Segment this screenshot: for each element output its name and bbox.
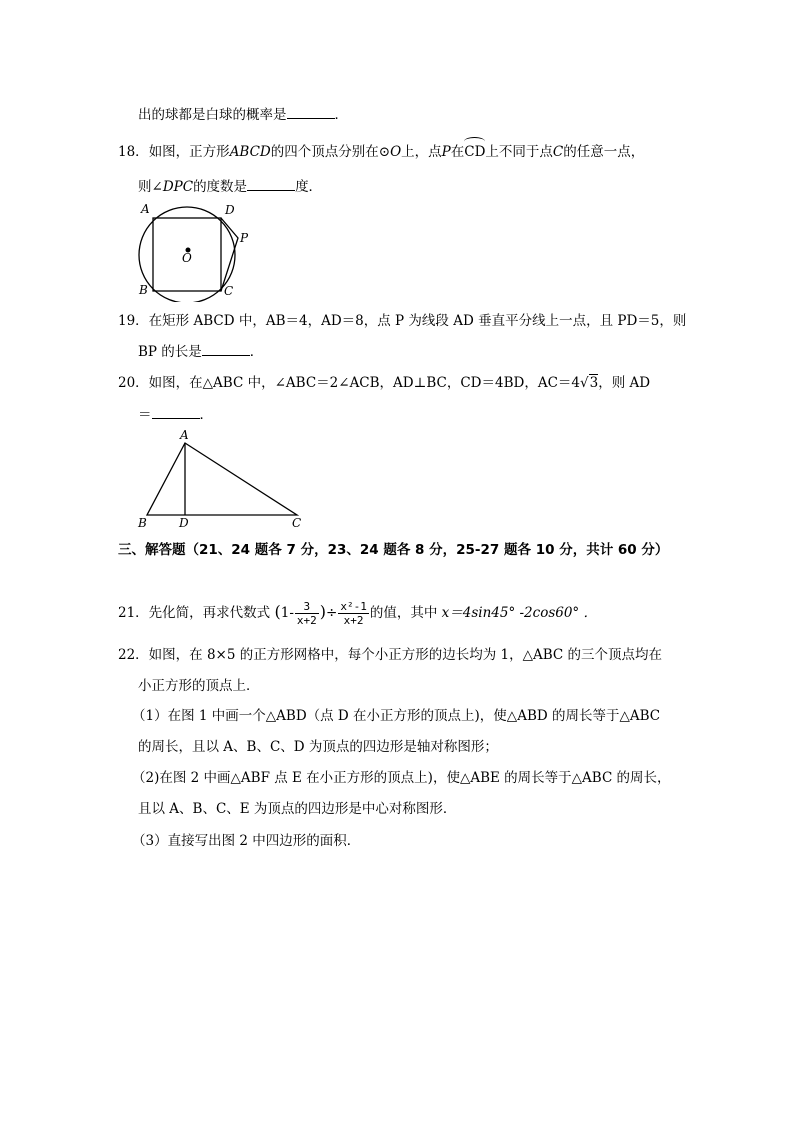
q18-text: 在: [450, 144, 465, 160]
fraction-1: [295, 600, 319, 627]
q21-text: 的值，其中: [369, 605, 438, 621]
q17-tail-text: 出的球都是白球的概率是: [138, 107, 287, 123]
q22-part1-line1: [132, 706, 660, 726]
q22-line2: [138, 676, 260, 696]
q18-o: O: [390, 144, 402, 160]
q20-line1: 20．如图，在△ABC 中，∠ABC＝2∠ACB，AD⊥BC，CD＝4BD，AC＝4√3，则 AD: [118, 375, 651, 391]
q22-text: 小正方形的顶点上．: [138, 678, 260, 694]
q19-line1: [118, 311, 686, 331]
answer-blank: [152, 404, 200, 419]
q18-dpc: DPC: [162, 179, 194, 195]
fraction-denominator: x+2: [343, 614, 364, 627]
q21-text: 21．先化简，再求代数式: [118, 605, 271, 621]
q19-text: 19．在矩形 ABCD 中，AB＝4，AD＝8，点 P 为线段 AD 垂直平分线上一点，且 PD＝5，则: [118, 313, 687, 329]
fraction-denominator: x+2: [296, 614, 317, 627]
label-c: C: [292, 516, 302, 530]
answer-blank: [202, 341, 250, 356]
sqrt-three: 3: [589, 375, 599, 391]
q18-text: 的任意一点，: [563, 144, 645, 160]
q18-c: C: [552, 144, 564, 160]
q21-condition: x＝4sin45° -2cos60° ．: [441, 605, 597, 621]
paren-close: ): [319, 602, 327, 621]
label-c: C: [224, 284, 234, 298]
label-o: O: [182, 251, 192, 265]
q18-abcd: ABCD: [229, 144, 271, 160]
label-a: A: [141, 202, 150, 216]
q17-tail: 出的球都是白球的概率是 ．: [138, 104, 348, 125]
q19-line2: BP 的长是 ．: [138, 341, 263, 362]
q22-text: 且以 A、B、C、E 为顶点的四边形是中心对称图形．: [138, 801, 457, 817]
q20-line2: ＝ ．: [138, 404, 213, 425]
q22-part2-line1: [132, 768, 671, 788]
q22-text: （3）直接写出图 2 中四边形的面积．: [132, 833, 361, 849]
q18-line2: [138, 176, 322, 197]
q20-figure: [134, 426, 314, 532]
label-d: D: [179, 516, 189, 530]
q22-text: （1）在图 1 中画一个△ABD（点 D 在小正方形的顶点上)，使△ABD 的周长等于△ABC: [132, 708, 661, 724]
q22-line1: [118, 645, 662, 665]
answer-blank: [287, 104, 335, 119]
q18-text: 的四个顶点分别在⊙: [270, 144, 391, 160]
q22-text: 22．如图，在 8×5 的正方形网格中，每个小正方形的边长均为 1，△ABC 的三个顶点均在: [118, 647, 663, 663]
q18-text: 度．: [295, 179, 323, 195]
q18-text: 如图，正方形: [148, 144, 230, 160]
q19-text: BP 的长是: [138, 344, 202, 360]
q22-part2-line2: [138, 799, 456, 819]
label-b: B: [138, 516, 147, 530]
q18-text: 上不同于点: [485, 144, 553, 160]
label-b: B: [139, 283, 148, 297]
q20-text: ，则 AD: [598, 375, 651, 391]
q18-figure: [134, 198, 254, 302]
q22-part3: [132, 831, 360, 851]
q18-text: 则∠: [138, 179, 163, 195]
fraction-numerator: 3: [295, 600, 319, 614]
section-heading: [118, 540, 668, 560]
label-a: A: [180, 428, 189, 442]
paren-open: (: [274, 602, 281, 621]
q22-text: 的周长，且以 A、B、C、D 为顶点的四边形是轴对称图形；: [138, 739, 498, 755]
answer-blank: [247, 176, 295, 191]
q22-part1-line2: [138, 737, 498, 757]
q22-text: （2)在图 2 中画△ABF 点 E 在小正方形的顶点上)，使△ABE 的周长等于△ABC 的周长，: [132, 770, 671, 786]
q18-text: 的度数是: [193, 179, 248, 195]
q18-text: 上，点: [401, 144, 442, 160]
label-d: D: [225, 203, 235, 217]
fraction-2: [338, 600, 369, 627]
label-p: P: [240, 231, 249, 245]
q21-line: 21．先化简，再求代数式 (1- $\frac{3}{x+2}$ )÷ $\frac{\text{x²-1}}{x+2}$ 的值，其中 x＝4sin45° -2cos60° ．: [118, 600, 597, 627]
section-heading-text: 三、解答题（21、24 题各 7 分，23、24 题各 8 分，25-27 题各 10 分，共计 60 分）: [118, 542, 669, 558]
triangle-abc: [147, 443, 297, 515]
fraction-numerator: x²-1: [340, 600, 367, 613]
q18-line1: [118, 142, 644, 162]
arc-cd: CD: [464, 144, 486, 160]
question-number: 18．: [118, 144, 149, 160]
q18-p: P: [441, 144, 451, 160]
q20-text: ＝: [138, 407, 152, 423]
q20-text: 20．如图，在△ABC 中，∠ABC＝2∠ACB，AD⊥BC，CD＝4BD，AC＝4: [118, 375, 580, 391]
